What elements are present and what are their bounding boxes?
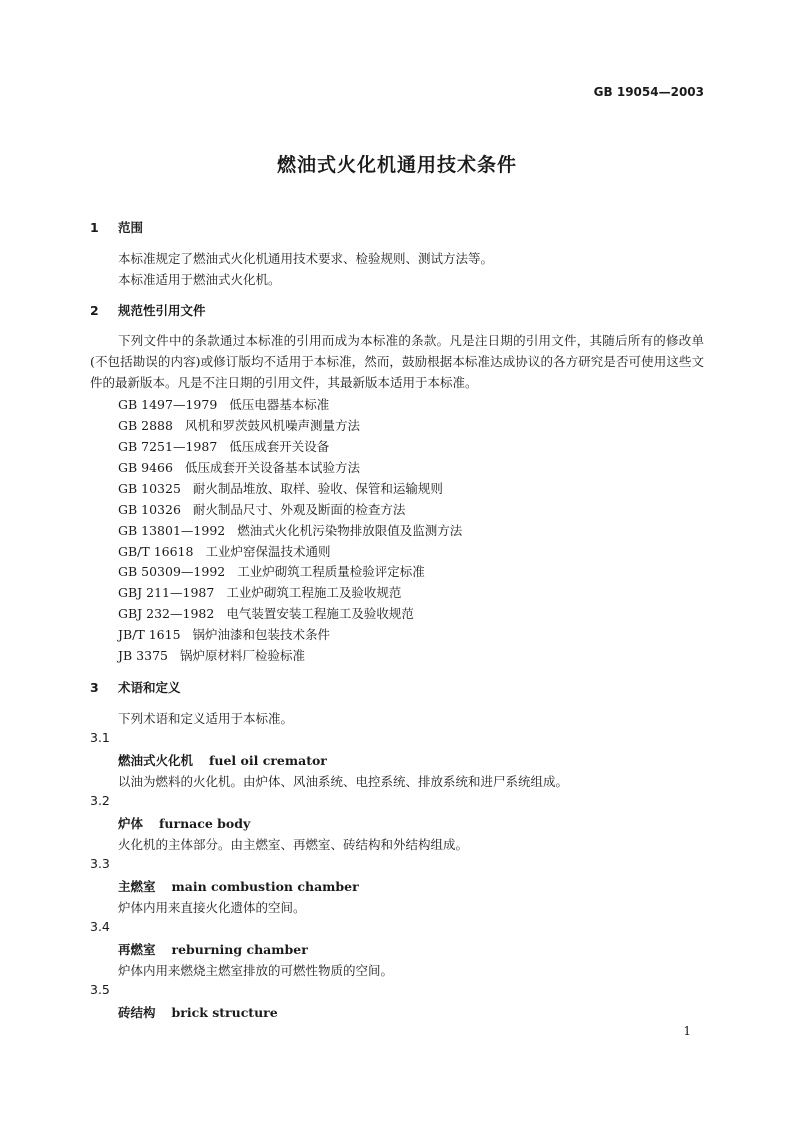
reference-title: 耐火制品堆放、取样、验收、保管和运输规则 — [192, 481, 443, 496]
reference-code: GB 9466 — [118, 460, 173, 475]
term-name — [118, 751, 327, 769]
term-name-zh: 砖结构 — [118, 1005, 156, 1020]
term-name-en: brick structure — [171, 1005, 278, 1020]
term-definition: 炉体内用来燃烧主燃室排放的可燃性物质的空间。 — [118, 963, 394, 978]
section-number: 3 — [90, 680, 99, 695]
term-name — [118, 814, 250, 832]
term-number: 3.2 — [90, 793, 110, 808]
reference-title: 工业炉砌筑工程质量检验评定标准 — [237, 564, 425, 579]
reference-item — [118, 583, 401, 601]
reference-title: 锅炉原材料厂检验标准 — [179, 648, 305, 663]
reference-title: 低压成套开关设备 — [229, 439, 330, 454]
scope-paragraph-2: 本标准适用于燃油式火化机。 — [118, 272, 281, 287]
reference-item — [118, 416, 360, 434]
reference-title: 电气装置安装工程施工及验收规范 — [226, 606, 414, 621]
term-name-zh: 再燃室 — [118, 942, 156, 957]
term-name-en: main combustion chamber — [171, 879, 359, 894]
reference-title: 耐火制品尺寸、外观及断面的检查方法 — [192, 502, 406, 517]
term-name-zh: 炉体 — [118, 816, 144, 831]
term-number: 3.5 — [90, 982, 110, 997]
term-definition: 炉体内用来直接火化遗体的空间。 — [118, 900, 306, 915]
term-definition: 以油为燃料的火化机。由炉体、风油系统、电控系统、排放系统和进尸系统组成。 — [118, 774, 569, 789]
term-name-en: fuel oil cremator — [209, 753, 327, 768]
term-name-en: furnace body — [159, 816, 251, 831]
reference-title: 风机和罗茨鼓风机噪声测量方法 — [184, 418, 360, 433]
reference-code: GBJ 211—1987 — [118, 585, 215, 600]
reference-item — [118, 646, 305, 664]
reference-code: GBJ 232—1982 — [118, 606, 215, 621]
reference-code: GB 10325 — [118, 481, 181, 496]
reference-code: GB 50309—1992 — [118, 564, 226, 579]
term-name-zh: 燃油式火化机 — [118, 753, 194, 768]
reference-title: 低压电器基本标准 — [229, 397, 330, 412]
terms-intro: 下列术语和定义适用于本标准。 — [118, 711, 294, 726]
reference-item — [118, 604, 414, 622]
term-name-en: reburning chamber — [171, 942, 308, 957]
reference-code: GB 13801—1992 — [118, 523, 226, 538]
section-title: 规范性引用文件 — [118, 303, 206, 318]
term-name — [118, 1003, 278, 1021]
standard-number: GB 19054—2003 — [593, 85, 704, 99]
term-name — [118, 877, 359, 895]
reference-item — [118, 458, 360, 476]
reference-item — [118, 500, 405, 518]
reference-item — [118, 395, 329, 413]
reference-item — [118, 562, 425, 580]
document-title: 燃油式火化机通用技术条件 — [276, 154, 517, 176]
reference-code: GB 7251—1987 — [118, 439, 218, 454]
reference-item — [118, 437, 329, 455]
section-title: 术语和定义 — [118, 680, 181, 695]
term-name-zh: 主燃室 — [118, 879, 156, 894]
term-definition: 火化机的主体部分。由主燃室、再燃室、砖结构和外结构组成。 — [118, 837, 469, 852]
reference-code: GB 10326 — [118, 502, 181, 517]
reference-title: 工业炉窑保温技术通则 — [205, 544, 331, 559]
reference-code: JB/T 1615 — [118, 627, 181, 642]
scope-paragraph-1: 本标准规定了燃油式火化机通用技术要求、检验规则、测试方法等。 — [118, 251, 494, 266]
term-number: 3.1 — [90, 730, 110, 745]
term-name — [118, 940, 308, 958]
page-number: 1 — [683, 1024, 691, 1038]
reference-item — [118, 542, 330, 560]
section-title: 范围 — [118, 220, 144, 235]
reference-code: GB 2888 — [118, 418, 173, 433]
section-heading-3 — [90, 678, 181, 696]
reference-item — [118, 625, 330, 643]
section-heading-2 — [90, 301, 206, 319]
reference-title: 燃油式火化机污染物排放限值及监测方法 — [237, 523, 463, 538]
reference-code: JB 3375 — [118, 648, 168, 663]
term-number: 3.3 — [90, 856, 110, 871]
reference-item — [118, 521, 462, 539]
section-heading-1 — [90, 218, 143, 236]
term-number: 3.4 — [90, 919, 110, 934]
reference-title: 工业炉砌筑工程施工及验收规范 — [226, 585, 402, 600]
reference-title: 低压成套开关设备基本试验方法 — [184, 460, 360, 475]
reference-code: GB 1497—1979 — [118, 397, 218, 412]
references-intro: 下列文件中的条款通过本标准的引用而成为本标准的条款。凡是注日期的引用文件，其随后所有的修改单(不包括勘误的内容)或修订版均不适用于本标准，然而，鼓励根据本标准达成协议的各方研究是否可使用这些文件的最新版本。凡是不注日期的引用文件，其最新版本适用于本标准。 — [90, 333, 704, 390]
section-number: 2 — [90, 303, 99, 318]
section-number: 1 — [90, 220, 99, 235]
reference-code: GB/T 16618 — [118, 544, 194, 559]
reference-title: 锅炉油漆和包装技术条件 — [192, 627, 331, 642]
reference-item — [118, 479, 443, 497]
